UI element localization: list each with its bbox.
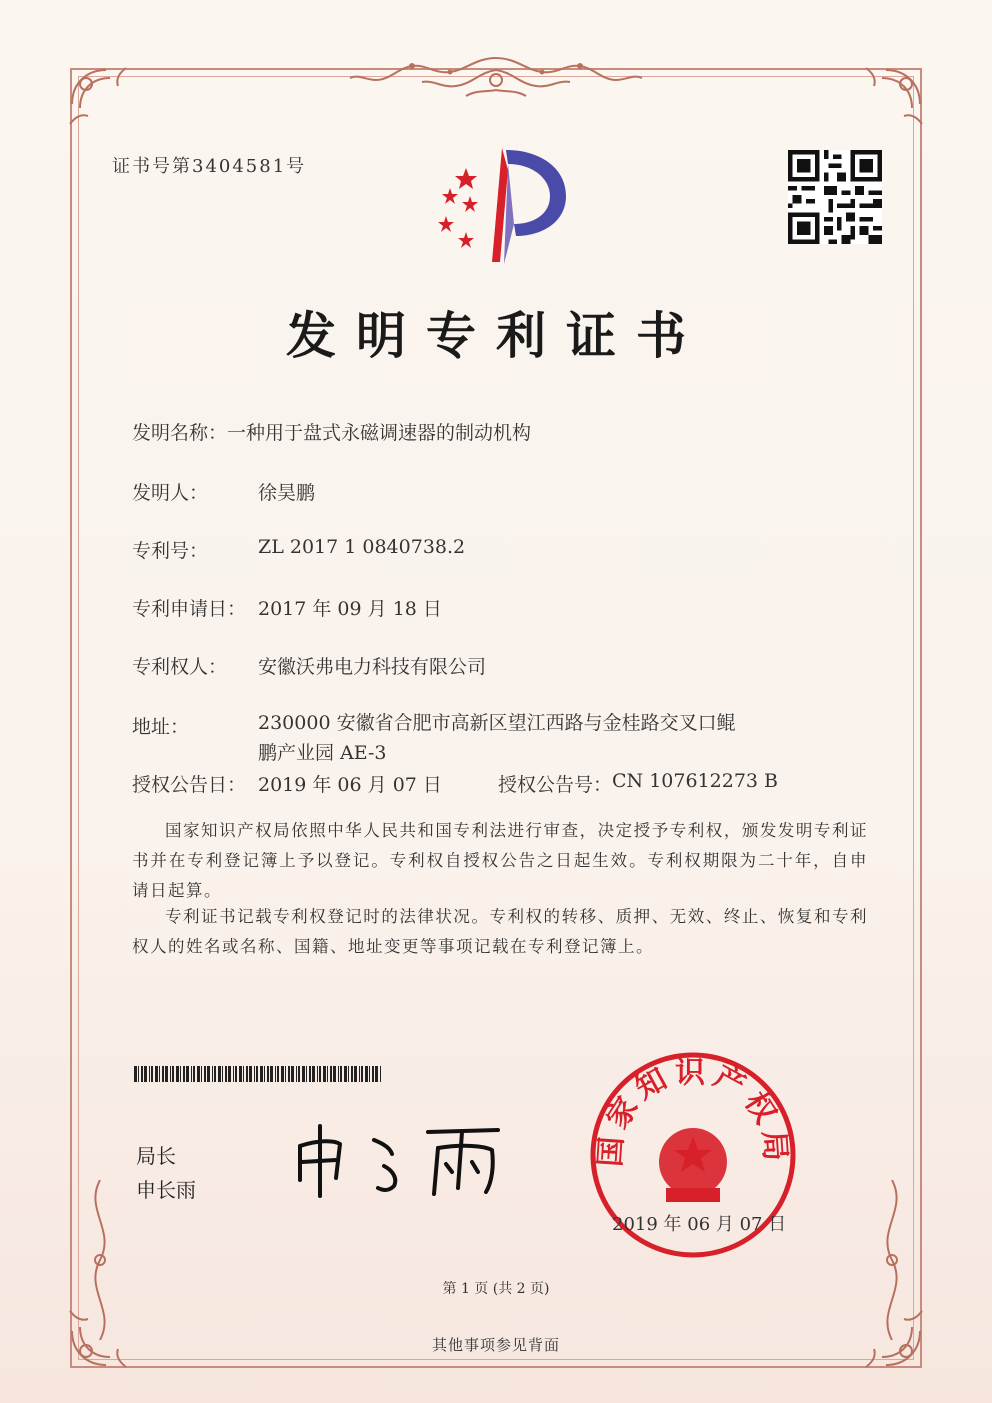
seal-text: 国家知识产权局 bbox=[593, 1055, 793, 1168]
director-title: 局长 bbox=[136, 1144, 176, 1168]
grant-date-label: 授权公告日： bbox=[132, 774, 247, 796]
inventor-row bbox=[132, 478, 315, 505]
grant-date-row bbox=[132, 770, 442, 797]
address-line-1: 230000 安徽省合肥市高新区望江西路与金桂路交叉口鲲 bbox=[258, 712, 736, 734]
corner-ornament bbox=[846, 64, 926, 144]
top-ornament bbox=[346, 50, 646, 108]
patentee-label: 专利权人： bbox=[132, 656, 228, 678]
statement-paragraph-1: 国家知识产权局依照中华人民共和国专利法进行审查，决定授予专利权，颁发发明专利证书并在专利登记簿上予以登记。专利权自授权公告之日起生效。专利权期限为二十年，自申请日起算。 bbox=[132, 821, 868, 900]
certificate-number: 证书号第3404581号 bbox=[112, 156, 307, 177]
statement-paragraph-2: 专利证书记载专利权登记时的法律状况。专利权的转移、质押、无效、终止、恢复和专利权人的姓名或名称、国籍、地址变更等事项记载在专利登记簿上。 bbox=[132, 907, 868, 956]
patentee-row bbox=[132, 652, 486, 679]
patent-number-label: 专利号： bbox=[132, 540, 209, 562]
side-ornament bbox=[872, 1180, 912, 1340]
grant-number-row bbox=[498, 770, 778, 797]
grant-date-value: 2019 年 06 月 07 日 bbox=[258, 774, 442, 796]
filing-date-label: 专利申请日： bbox=[132, 598, 247, 620]
address-value bbox=[258, 708, 736, 768]
patentee-value: 安徽沃弗电力科技有限公司 bbox=[258, 656, 487, 678]
corner-ornament bbox=[66, 64, 146, 144]
certificate-title: 发明专利证书 bbox=[286, 306, 706, 365]
filing-date-value: 2017 年 09 月 18 日 bbox=[258, 598, 442, 620]
invention-name-label: 发明名称： bbox=[132, 422, 228, 444]
seal-date: 2019 年 06 月 07 日 bbox=[612, 1214, 787, 1235]
barcode-icon bbox=[134, 1066, 382, 1082]
signature bbox=[288, 1118, 508, 1198]
invention-name-value: 一种用于盘式永磁调速器的制动机构 bbox=[227, 422, 532, 444]
invention-name-row bbox=[132, 418, 531, 445]
qr-code-icon bbox=[788, 150, 882, 244]
address-line-2: 鹏产业园 AE-3 bbox=[258, 742, 387, 764]
address-row bbox=[132, 712, 258, 739]
footer-note: 其他事项参见背面 bbox=[431, 1336, 560, 1354]
director-name: 申长雨 bbox=[136, 1178, 196, 1202]
cnipa-logo-icon bbox=[420, 140, 580, 270]
filing-date-row bbox=[132, 594, 442, 621]
grant-number-label: 授权公告号： bbox=[498, 774, 613, 796]
address-label: 地址： bbox=[132, 716, 190, 738]
page-number: 第 1 页 (共 2 页) bbox=[442, 1281, 550, 1297]
side-ornament bbox=[80, 1180, 120, 1340]
patent-number-row bbox=[132, 536, 465, 563]
patent-number-value: ZL 2017 1 0840738.2 bbox=[258, 536, 466, 558]
grant-number-value: CN 107612273 B bbox=[612, 770, 779, 792]
inventor-value: 徐昊鹏 bbox=[258, 482, 316, 504]
inventor-label: 发明人： bbox=[132, 482, 209, 504]
